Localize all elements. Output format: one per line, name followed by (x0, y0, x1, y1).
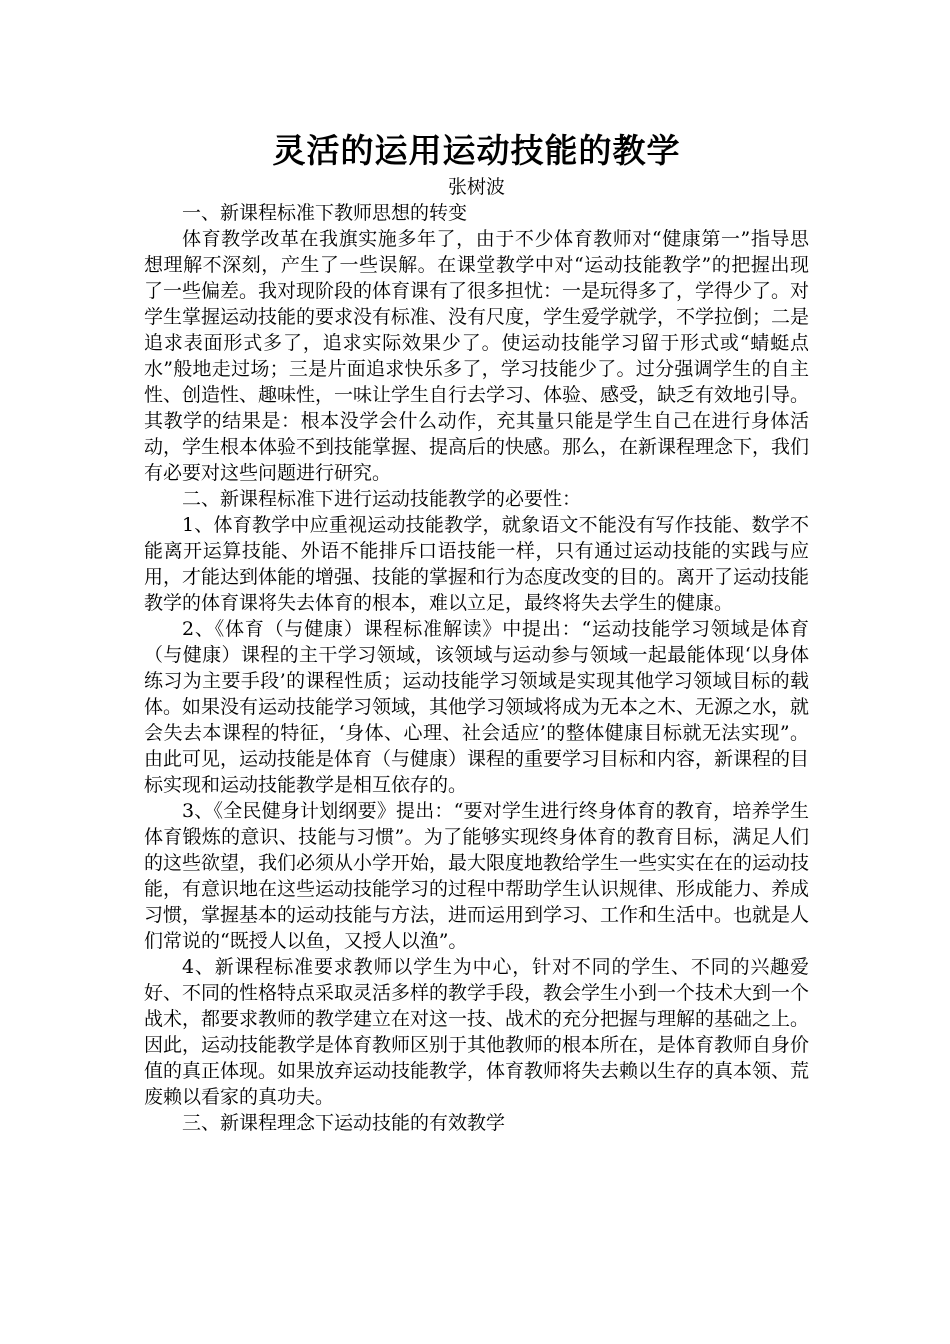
document-title: 灵活的运用运动技能的教学 (272, 131, 681, 170)
author-name: 张树波 (447, 176, 505, 198)
paragraph: 4、新课程标准要求教师以学生为中心，针对不同的学生、不同的兴趣爱好、不同的性格特点采取灵活多样的教学手段，教会学生小到一个技术大到一个战术，都要求教师的教学建立在对这一技、战术的充分把握与理解的基础之上。因此，运动技能教学是体育教师区别于其他教师的根本所在，是体育教师自身价值的真正体现。如果放弃运动技能教学，体育教师将失去赖以生存的真本领、荒废赖以看家的真功夫。 (144, 956, 810, 1108)
paragraph: 3、《全民健身计划纲要》提出：“要对学生进行终身体育的教育，培养学生体育锻炼的意识、技能与习惯”。为了能够实现终身体育的教育目标，满足人们的这些欲望，我们必须从小学开始，最大限度地教给学生一些实实在在的运动技能，有意识地在这些运动技能学习的过程中帮助学生认识规律、形成能力、养成习惯，掌握基本的运动技能与方法，进而运用到学习、工作和生活中。也就是人们常说的“既授人以鱼，又授人以渔”。 (144, 800, 810, 952)
paragraph: 体育教学改革在我旗实施多年了，由于不少体育教师对“健康第一”指导思想理解不深刻，产生了一些误解。在课堂教学中对“运动技能教学”的把握出现了一些偏差。我对现阶段的体育课有了很多担忧：一是玩得多了，学得少了。对学生掌握运动技能的要求没有标准、没有尺度，学生爱学就学，不学拉倒；二是追求表面形式多了，追求实际效果少了。使运动技能学习留于形式或“蜻蜓点水”般地走过场；三是片面追求快乐多了，学习技能少了。过分强调学生的自主性、创造性、趣味性，一味让学生自行去学习、体验、感受，缺乏有效地引导。其教学的结果是：根本没学会什么动作，充其量只能是学生自己在进行身体活动，学生根本体验不到技能掌握、提高后的快感。那么，在新课程理念下，我们有必要对这些问题进行研究。 (144, 228, 810, 484)
section-heading-2: 二、新课程标准下进行运动技能教学的必要性： (182, 488, 582, 510)
section-heading-1: 一、新课程标准下教师思想的转变 (182, 202, 468, 224)
document-page (144, 128, 809, 1136)
paragraph: 2、《体育（与健康）课程标准解读》中提出：“运动技能学习领域是体育（与健康）课程的主干学习领域，该领域与运动参与领域一起最能体现‘以身体练习为主要手段’的课程性质；运动技能学习领域是实现其他学习领域目标的载体。如果没有运动技能学习领域，其他学习领域将成为无本之木、无源之水，就会失去本课程的特征，‘身体、心理、社会适应’的整体健康目标就无法实现”。由此可见，运动技能是体育（与健康）课程的重要学习目标和内容，新课程的目标实现和运动技能教学是相互依存的。 (144, 618, 810, 796)
paragraph: 1、体育教学中应重视运动技能教学，就象语文不能没有写作技能、数学不能离开运算技能、外语不能排斥口语技能一样，只有通过运动技能的实践与应用，才能达到体能的增强、技能的掌握和行为态度改变的目的。离开了运动技能教学的体育课将失去体育的根本，难以立足，最终将失去学生的健康。 (144, 514, 810, 614)
section-heading-3: 三、新课程理念下运动技能的有效教学 (182, 1112, 506, 1134)
